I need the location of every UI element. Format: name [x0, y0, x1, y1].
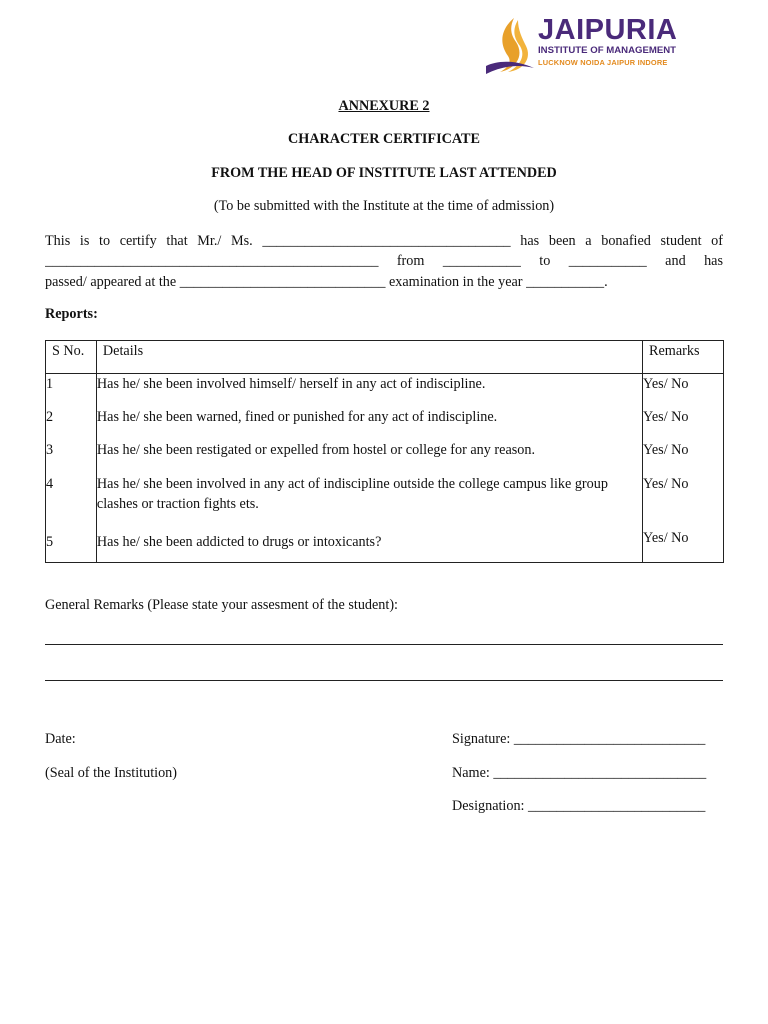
row-remarks: Yes/ No	[643, 530, 689, 546]
name-field: Name: ______________________________	[452, 765, 707, 781]
row-sno: 5	[46, 534, 54, 550]
seal-label: (Seal of the Institution)	[45, 765, 177, 781]
row-details: Has he/ she been addicted to drugs or intoxicants?	[96, 534, 382, 550]
reports-heading: Reports:	[45, 306, 98, 322]
row-remarks: Yes/ No	[643, 409, 689, 425]
row-remarks: Yes/ No	[643, 376, 689, 392]
row-details: Has he/ she been involved in any act of indiscipline outside the college campus like group clashes or traction fights ets.	[96, 476, 608, 512]
submission-note: (To be submitted with the Institute at the time of admission)	[213, 198, 555, 214]
logo-brand: JAIPURIA	[538, 14, 678, 46]
certify-line-1: This is to certify that Mr./ Ms. ___________________________________ has been a bonafied student of	[45, 233, 723, 249]
row-sno: 4	[46, 476, 54, 492]
details-column	[96, 374, 642, 563]
column-header-details: Details	[96, 341, 642, 374]
table-header-row	[46, 341, 724, 374]
row-details: Has he/ she been warned, fined or punished for any act of indiscipline.	[96, 409, 498, 425]
logo-subtitle: INSTITUTE OF MANAGEMENT	[538, 45, 677, 56]
row-sno: 1	[46, 376, 54, 392]
certify-line-3: passed/ appeared at the _____________________________ examination in the year ___________.	[45, 274, 608, 290]
column-header-sno: S No.	[46, 341, 97, 374]
general-remarks-label: General Remarks (Please state your assesment of the student):	[45, 597, 399, 613]
remarks-line[interactable]	[45, 680, 723, 681]
certify-line-2: _______________________________________________ from ___________ to ___________ and has	[45, 253, 723, 269]
row-sno: 2	[46, 409, 54, 425]
column-header-remarks: Remarks	[643, 341, 724, 374]
row-remarks: Yes/ No	[643, 476, 689, 492]
row-remarks: Yes/ No	[643, 442, 689, 458]
table-body-row	[46, 374, 724, 563]
row-details: Has he/ she been restigated or expelled from hostel or college for any reason.	[96, 442, 535, 458]
logo-cities: LUCKNOW NOIDA JAIPUR INDORE	[538, 58, 668, 67]
certificate-title: CHARACTER CERTIFICATE	[288, 131, 480, 147]
remarks-line[interactable]	[45, 644, 723, 645]
institute-logo	[484, 14, 684, 74]
remarks-column	[643, 374, 724, 563]
certificate-subtitle: FROM THE HEAD OF INSTITUTE LAST ATTENDED	[211, 165, 557, 181]
row-sno: 3	[46, 442, 54, 458]
row-details: Has he/ she been involved himself/ herself in any act of indiscipline.	[96, 376, 486, 392]
reports-table	[45, 340, 724, 563]
date-label: Date:	[45, 731, 76, 747]
annexure-heading: ANNEXURE 2	[338, 98, 430, 114]
designation-field: Designation: _________________________	[452, 798, 706, 814]
sno-column	[46, 374, 97, 563]
flame-icon	[484, 16, 538, 74]
signature-field: Signature: ___________________________	[452, 731, 706, 747]
